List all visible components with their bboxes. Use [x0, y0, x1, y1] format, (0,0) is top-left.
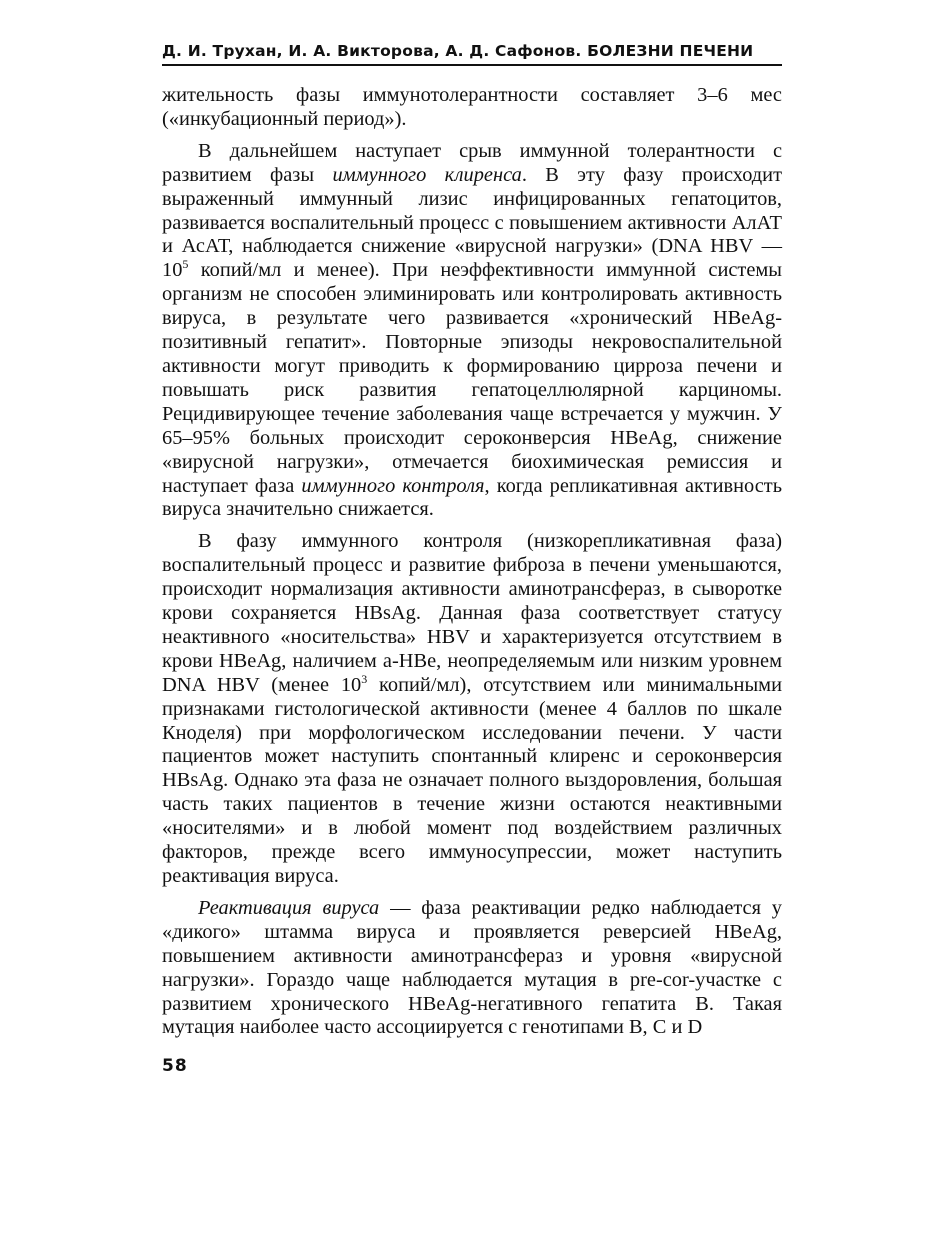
- term-immune-clearance: иммунного клиренса: [332, 163, 522, 186]
- term-virus-reactivation: Реактивация вируса: [198, 896, 380, 919]
- paragraph-2-text-d: , когда репликативная активность вируса значительно снижается.: [162, 474, 782, 521]
- running-head: Д. И. Трухан, И. А. Викторова, А. Д. Сафонов. БОЛЕЗНИ ПЕЧЕНИ: [162, 40, 782, 66]
- paragraph-2-text-b: . В эту фазу происходит выраженный иммунный лизис инфицированных гепатоцитов, развивается воспалительный процесс с повышением активности АлАТ и АсАТ, наблюдается снижение «вирусной нагрузки» (DNA HBV — 10: [162, 163, 782, 282]
- paragraph-2-text-a: В дальнейшем наступает срыв иммунной толерантности с развитием фазы: [162, 139, 782, 186]
- exponent-3: 3: [361, 671, 368, 686]
- exponent-5: 5: [182, 257, 189, 272]
- paragraph-3-text-a: В фазу иммунного контроля (низкорепликативная фаза) воспалительный процесс и развитие фиброза в печени уменьшаются, происходит нормализация активности аминотрансфераз, в сыворотке крови сохраняется HBsAg. Данная фаза соответствует статусу неактивного «носительства» HBV и характеризуется отсутствием в крови HBeAg, наличием a-HBe, неопределяемым или низким уровнем DNA HBV (менее 10: [162, 530, 782, 696]
- paragraph-3-text-b: копий/мл), отсутствием или минимальными признаками гистологической активности (менее 4 баллов по шкале Кноделя) при морфологическом исследовании печени. У части пациентов может наступить спонтанный клиренс и сероконверсия HBsAg. Однако эта фаза не означает полного выздоровления, большая часть таких пациентов в течение жизни остаются неактивными «носителями» и в любой момент под воздействием различных факторов, прежде всего иммуносупрессии, может наступить реактивация вируса.: [162, 673, 782, 887]
- paragraph-4-text: — фаза реактивации редко наблюдается у «дикого» штамма вируса и проявляется реверсией HBeAg, повышением активности аминотрансфераз и уровня «вирусной нагрузки». Гораздо чаще наблюдается мутация в pre-cor-участке с развитием хронического HBeAg-негативного гепатита B. Такая мутация наиболее часто ассоциируется с генотипами B, C и D: [162, 896, 783, 1039]
- paragraph-1: [162, 84, 782, 132]
- paragraph-3: [162, 530, 782, 889]
- book-page: [162, 40, 782, 1076]
- paragraph-4: [162, 897, 782, 1040]
- page-number: 58: [162, 1056, 188, 1077]
- paragraph-1-text: жительность фазы иммунотолерантности составляет 3–6 мес («инкубационный период»).: [162, 84, 782, 130]
- page-body: [162, 84, 782, 1040]
- term-immune-control: иммунного контроля: [301, 474, 485, 497]
- paragraph-2-text-c: копий/мл и менее). При неэффективности иммунной системы организм не способен элиминировать или контролировать активность вируса, в результате чего развивается «хронический HBeAg-позитивный гепатит». Повторные эпизоды некровоспалительной активности могут приводить к формированию цирроза печени и повышать риск развития гепатоцеллюлярной карциномы. Рецидивирующее течение заболевания чаще встречается у мужчин. У 65–95% больных происходит сероконверсия HBeAg, снижение «вирусной нагрузки», отмечается биохимическая ремиссия и наступает фаза: [162, 259, 782, 497]
- paragraph-2: [162, 140, 782, 523]
